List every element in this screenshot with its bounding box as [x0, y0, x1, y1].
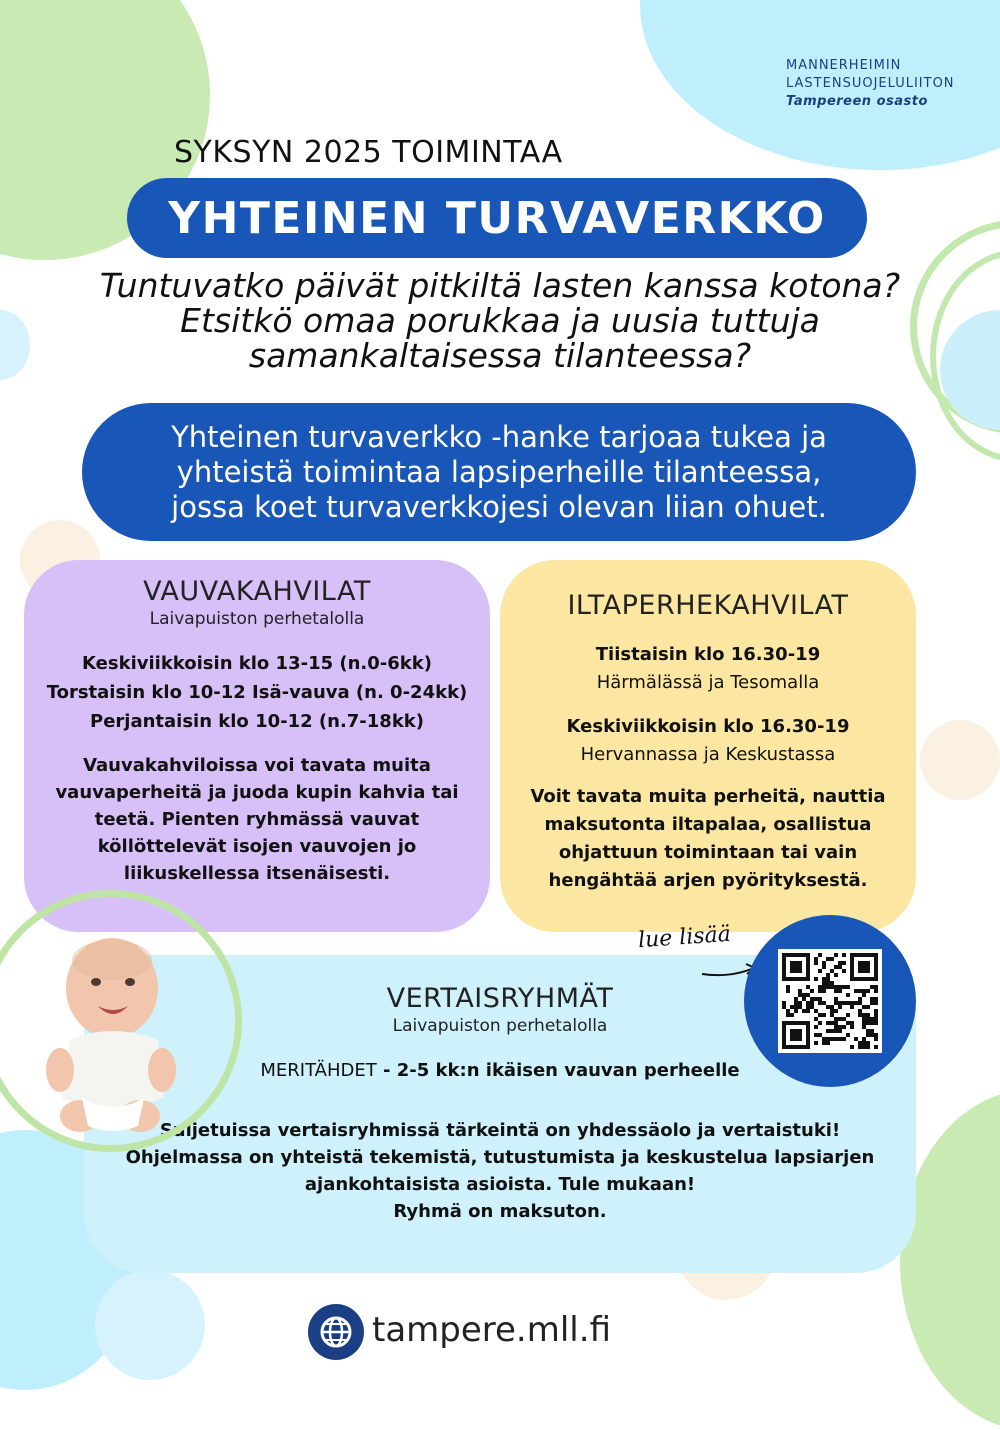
- iltaperhekahvilat-card: [500, 560, 916, 932]
- globe-icon: [308, 1304, 364, 1360]
- qr-code-icon: [778, 949, 882, 1053]
- title-banner: [127, 178, 867, 258]
- vauvakahvilat-time: Torstaisin klo 10-12 Isä-vauva (n. 0-24kk): [46, 682, 468, 703]
- vauvakahvilat-desc-line: teetä. Pienten ryhmässä vauvat: [94, 809, 420, 830]
- vertaisryhmat-desc-line: Ohjelmassa on yhteistä tekemistä, tutustumista ja keskustelua lapsiarjen: [125, 1147, 875, 1168]
- baby-illustration-icon: [40, 930, 190, 1140]
- vertaisryhmat-location: Laivapuiston perhetalolla: [392, 1016, 608, 1036]
- website-link[interactable]: tampere.mll.fi: [372, 1310, 611, 1350]
- ilta-desc-line: Voit tavata muita perheitä, nauttia: [530, 786, 886, 807]
- vertaisryhmat-desc-line: ajankohtaisista asioista. Tule mukaan!: [304, 1174, 696, 1195]
- vauvakahvilat-desc-line: köllöttelevät isojen vauvojen jo: [97, 836, 417, 857]
- vertaisryhmat-desc-line: Ryhmä on maksuton.: [393, 1201, 607, 1222]
- question-line: Tuntuvatko päivät pitkiltä lasten kanssa kotona?: [99, 266, 901, 305]
- intro-line: yhteistä toimintaa lapsiperheille tilanteessa,: [176, 454, 822, 489]
- group-name: MERITÄHDET: [260, 1060, 377, 1081]
- logo-line-2: LASTENSUOJELULIITON: [786, 76, 955, 91]
- intro-questions: [60, 268, 940, 373]
- logo-line-1: MANNERHEIMIN: [786, 58, 902, 73]
- intro-line: Yhteinen turvaverkko -hanke tarjoaa tukea ja: [171, 419, 827, 454]
- vauvakahvilat-desc-line: Vauvakahviloissa voi tavata muita: [83, 755, 431, 776]
- vertaisryhmat-title: VERTAISRYHMÄT: [386, 983, 614, 1014]
- ilta-slot2-place: Hervannassa ja Keskustassa: [580, 744, 836, 765]
- ilta-slot1-time: Tiistaisin klo 16.30-19: [595, 644, 821, 665]
- vertaisryhmat-desc-line: Suljetuissa vertaisryhmissä tärkeintä on yhdessäolo ja vertaistuki!: [159, 1120, 841, 1141]
- read-more-caption: lue lisää: [637, 921, 732, 954]
- qr-code[interactable]: [744, 915, 916, 1087]
- vauvakahvilat-time: Keskiviikkoisin klo 13-15 (n.0-6kk): [82, 653, 432, 674]
- ilta-slot1-place: Härmälässä ja Tesomalla: [596, 672, 820, 693]
- vauvakahvilat-location: Laivapuiston perhetalolla: [149, 609, 365, 629]
- intro-line: jossa koet turvaverkkojesi olevan liian ohuet.: [171, 489, 827, 524]
- vauvakahvilat-desc-line: vauvaperheitä ja juoda kupin kahvia tai: [55, 782, 459, 803]
- vauvakahvilat-card: [24, 560, 490, 932]
- question-line: samankaltaisessa tilanteessa?: [248, 336, 752, 375]
- group-desc: - 2-5 kk:n ikäisen vauvan perheelle: [376, 1060, 740, 1081]
- vauvakahvilat-time: Perjantaisin klo 10-12 (n.7-18kk): [90, 711, 424, 732]
- ilta-desc-line: ohjattuun toimintaan tai vain: [558, 842, 858, 863]
- ilta-desc-line: maksutonta iltapalaa, osallistua: [544, 814, 872, 835]
- question-line: Etsitkö omaa porukkaa ja uusia tuttuja: [180, 301, 820, 340]
- baby-photo: [40, 930, 190, 1140]
- logo-line-3: Tampereen osasto: [786, 94, 928, 109]
- ilta-desc-line: hengähtää arjen pyörityksestä.: [548, 870, 868, 891]
- intro-banner: [82, 403, 916, 541]
- page-title: YHTEINEN TURVAVERKKO: [168, 192, 826, 244]
- vauvakahvilat-desc-line: liikuskellessa itsenäisesti.: [123, 863, 391, 884]
- ilta-slot2-time: Keskiviikkoisin klo 16.30-19: [566, 716, 850, 737]
- deco-blue-circle-left: [0, 310, 30, 380]
- deco-cream-circle-right: [920, 720, 1000, 800]
- season-heading: SYKSYN 2025 TOIMINTAA: [174, 135, 563, 170]
- iltaperhekahvilat-title: ILTAPERHEKAHVILAT: [567, 590, 849, 621]
- vauvakahvilat-title: VAUVAKAHVILAT: [143, 576, 371, 607]
- deco-blue-circle-bottom-left-2: [95, 1270, 205, 1380]
